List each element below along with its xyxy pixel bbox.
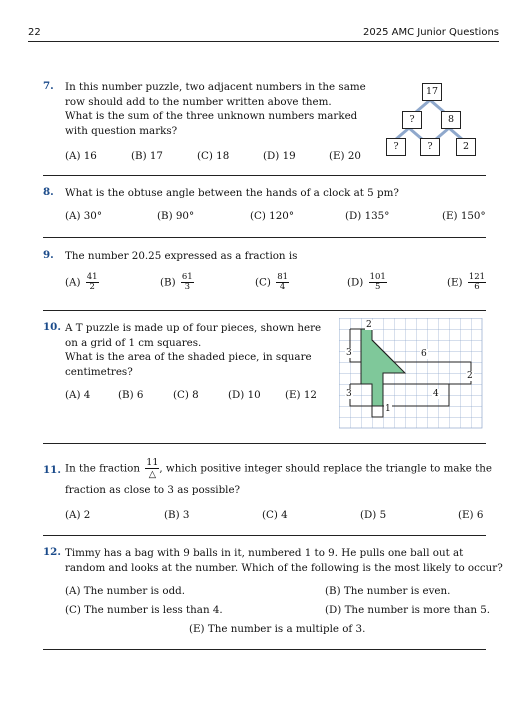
label-top: 2 xyxy=(366,320,372,330)
q9-option-d[interactable] xyxy=(347,273,387,292)
q12-option-c[interactable]: (C) The number is less than 4. xyxy=(65,604,223,616)
q11-text-before: In the fraction xyxy=(65,462,141,475)
fraction-denominator: 3 xyxy=(184,282,191,292)
fraction-denominator: 4 xyxy=(279,282,286,292)
q12-line: random and looks at the number. Which of the following is the most likely to occur? xyxy=(65,561,503,574)
label-mid: 6 xyxy=(421,349,427,359)
q7-option-b[interactable]: (B) 17 xyxy=(131,150,163,162)
q12-option-a[interactable]: (A) The number is odd. xyxy=(65,585,186,597)
fraction-numerator: 41 xyxy=(86,272,98,282)
q8-option-b[interactable]: (B) 90° xyxy=(157,210,195,222)
option-label: (E) xyxy=(447,276,463,289)
q11-line: fraction as close to 3 as possible? xyxy=(65,484,241,496)
q7-line: with question marks? xyxy=(65,124,178,137)
divider xyxy=(43,535,486,536)
q9-option-b[interactable] xyxy=(160,273,194,292)
fraction-denominator: 5 xyxy=(374,282,381,292)
option-label: (A) xyxy=(65,276,81,289)
q9-option-e[interactable] xyxy=(447,273,486,292)
q11-text xyxy=(65,457,492,498)
q12-option-e[interactable]: (E) The number is a multiple of 3. xyxy=(189,623,366,635)
q10-line: centimetres? xyxy=(65,365,133,378)
label-left-lower: 3 xyxy=(346,389,352,399)
q7-number: 7. xyxy=(43,80,54,92)
q8-option-a[interactable]: (A) 30° xyxy=(65,210,102,222)
q10-text xyxy=(65,321,321,379)
divider xyxy=(43,175,486,176)
option-label: (B) xyxy=(160,276,176,289)
puzzle-bot-mid: ? xyxy=(420,138,440,156)
page-number: 22 xyxy=(28,27,41,38)
puzzle-bot-right: 2 xyxy=(456,138,476,156)
q7-text xyxy=(65,80,366,138)
divider xyxy=(43,237,486,238)
q9-number: 9. xyxy=(43,249,54,261)
puzzle-mid-left: ? xyxy=(402,111,422,129)
q7-line: In this number puzzle, two adjacent numbers in the same xyxy=(65,81,366,93)
puzzle-top: 17 xyxy=(422,83,442,101)
option-fraction xyxy=(181,273,194,292)
fraction-denominator: 2 xyxy=(89,282,95,292)
q9-text: The number 20.25 expressed as a fraction is xyxy=(65,250,298,262)
fraction-numerator: 81 xyxy=(277,272,289,282)
q11-option-a[interactable]: (A) 2 xyxy=(65,509,91,521)
fraction-numerator: 121 xyxy=(468,272,486,282)
q11-option-c[interactable]: (C) 4 xyxy=(262,509,288,521)
q7-option-e[interactable]: (E) 20 xyxy=(329,150,361,162)
q7-line: row should add to the number written above them. xyxy=(65,95,332,108)
option-fraction xyxy=(276,273,289,292)
q7-option-d[interactable]: (D) 19 xyxy=(263,150,296,162)
option-label: (C) xyxy=(255,276,271,289)
divider xyxy=(43,649,486,650)
q9-option-a[interactable] xyxy=(65,273,99,292)
q7-option-c[interactable]: (C) 18 xyxy=(197,150,230,162)
option-fraction xyxy=(468,273,486,292)
q12-number: 12. xyxy=(43,546,61,558)
label-bottom-small: 1 xyxy=(385,404,391,414)
option-fraction xyxy=(369,273,387,292)
header-title: 2025 AMC Junior Questions xyxy=(362,27,499,38)
header-rule xyxy=(28,41,499,42)
q11-option-b[interactable]: (B) 3 xyxy=(164,509,190,521)
q9-option-c[interactable] xyxy=(255,273,289,292)
q10-option-a[interactable]: (A) 4 xyxy=(65,389,91,401)
q10-option-b[interactable]: (B) 6 xyxy=(118,389,144,401)
q11-option-d[interactable]: (D) 5 xyxy=(360,509,387,521)
q11-text-after: , which positive integer should replace the triangle to make the xyxy=(159,462,492,475)
q11-number: 11. xyxy=(43,464,61,476)
grid-background xyxy=(339,318,482,428)
fraction-numerator: 61 xyxy=(181,272,193,282)
q10-option-c[interactable]: (C) 8 xyxy=(173,389,199,401)
q10-line: What is the area of the shaded piece, in square xyxy=(65,351,312,363)
q7-line: What is the sum of the three unknown numbers marked xyxy=(65,110,358,122)
q11-option-e[interactable]: (E) 6 xyxy=(458,509,484,521)
q8-number: 8. xyxy=(43,186,54,198)
triangle-denominator: △ xyxy=(148,469,156,480)
puzzle-mid-right: 8 xyxy=(441,111,461,129)
q8-option-c[interactable]: (C) 120° xyxy=(250,210,294,222)
option-label: (D) xyxy=(347,276,364,289)
q10-line: A T puzzle is made up of four pieces, shown here xyxy=(65,322,322,334)
q8-option-e[interactable]: (E) 150° xyxy=(442,210,486,222)
q11-fraction xyxy=(145,457,159,480)
q12-option-d[interactable]: (D) The number is more than 5. xyxy=(325,604,491,616)
fraction-numerator: 101 xyxy=(369,272,386,282)
q8-text: What is the obtuse angle between the hands of a clock at 5 pm? xyxy=(65,187,399,199)
label-left-upper: 3 xyxy=(346,348,352,358)
fraction-denominator: 6 xyxy=(474,282,480,292)
divider xyxy=(43,310,486,311)
label-bottom-mid: 4 xyxy=(433,389,439,399)
q10-number: 10. xyxy=(43,321,61,333)
q10-option-e[interactable]: (E) 12 xyxy=(285,389,317,401)
q10-option-d[interactable]: (D) 10 xyxy=(228,389,261,401)
fraction-numerator: 11 xyxy=(146,457,159,468)
q7-option-a[interactable]: (A) 16 xyxy=(65,150,97,162)
puzzle-bot-left: ? xyxy=(386,138,406,156)
q10-line: on a grid of 1 cm squares. xyxy=(65,336,202,349)
q12-line: Timmy has a bag with 9 balls in it, numbered 1 to 9. He pulls one ball out at xyxy=(65,547,464,559)
q12-option-b[interactable]: (B) The number is even. xyxy=(325,585,451,597)
option-fraction xyxy=(86,273,99,292)
label-right: 2 xyxy=(467,371,473,381)
q8-option-d[interactable]: (D) 135° xyxy=(345,210,390,222)
divider xyxy=(43,443,486,444)
q12-text xyxy=(65,546,503,575)
